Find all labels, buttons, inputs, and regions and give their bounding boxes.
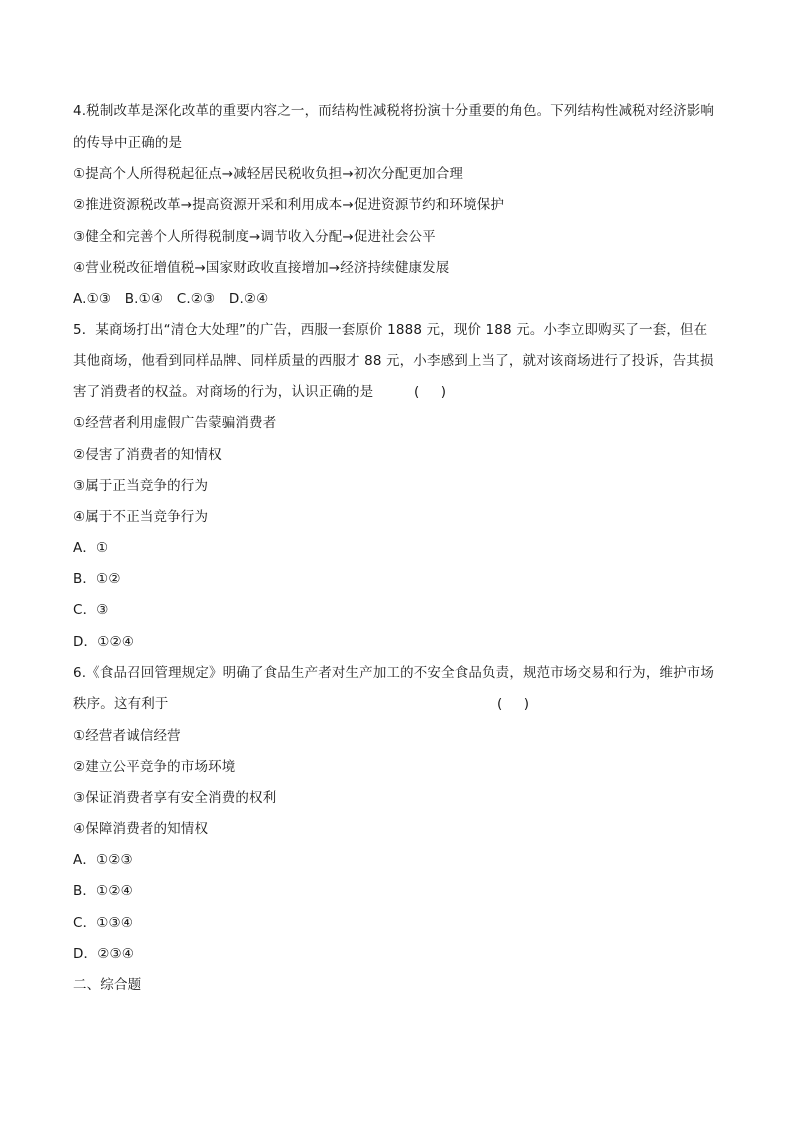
q5-option-b: B．①② [73,571,121,587]
q6-option-c: C．①③④ [73,915,133,931]
q4-item-2: ②推进资源税改革→提高资源开采和利用成本→促进资源节约和环境保护 [73,197,505,213]
q5-stem-line-2: 其他商场，他看到同样品牌、同样质量的西服才 88 元，小李感到上当了，就对该商场进行了投诉，告其损 [73,353,714,369]
q6-option-d: D．②③④ [73,946,134,962]
q6-stem-line-2: 秩序。这有利于 [73,696,169,712]
section-heading: 二、综合题 [73,977,142,993]
q6-option-b: B．①②④ [73,883,133,899]
q5-item-4: ④属于不正当竞争行为 [73,509,209,525]
q5-option-d: D．①②④ [73,634,134,650]
q5-option-c: C．③ [73,602,109,618]
q4-stem-line-1: 4.税制改革是深化改革的重要内容之一，而结构性减税将扮演十分重要的角色。下列结构性减税对经济影响 [73,103,715,119]
q6-option-a: A．①②③ [73,852,133,868]
q6-item-2: ②建立公平竞争的市场环境 [73,759,236,775]
q6-item-3: ③保证消费者享有安全消费的权利 [73,790,277,806]
q6-item-4: ④保障消费者的知情权 [73,821,209,837]
q5-option-a: A．① [73,540,109,556]
q5-item-2: ②侵害了消费者的知情权 [73,447,222,463]
q4-item-1: ①提高个人所得税起征点→减轻居民税收负担→初次分配更加合理 [73,166,464,182]
q4-options: A.①③ B.①④ C.②③ D.②④ [73,291,269,307]
q4-item-4: ④营业税改征增值税→国家财政收直接增加→经济持续健康发展 [73,260,450,276]
q4-item-3: ③健全和完善个人所得税制度→调节收入分配→促进社会公平 [73,229,436,245]
q6-stem-line-1: 6.《食品召回管理规定》明确了食品生产者对生产加工的不安全食品负责，规范市场交易和行为，维护市场 [73,665,715,681]
q5-stem-line-3: 害了消费者的权益。对商场的行为，认识正确的是 [73,384,374,400]
q6-answer-blank: ( ) [497,696,529,712]
q5-item-3: ③属于正当竞争的行为 [73,478,209,494]
q5-answer-blank: ( ) [414,384,446,400]
q5-stem-line-1: 5．某商场打出“清仓大处理”的广告，西服一套原价 1888 元，现价 188 元。小李立即购买了一套，但在 [73,322,708,338]
q5-item-1: ①经营者利用虚假广告蒙骗消费者 [73,415,277,431]
q4-stem-line-2: 的传导中正确的是 [73,135,183,151]
q6-item-1: ①经营者诚信经营 [73,728,181,744]
